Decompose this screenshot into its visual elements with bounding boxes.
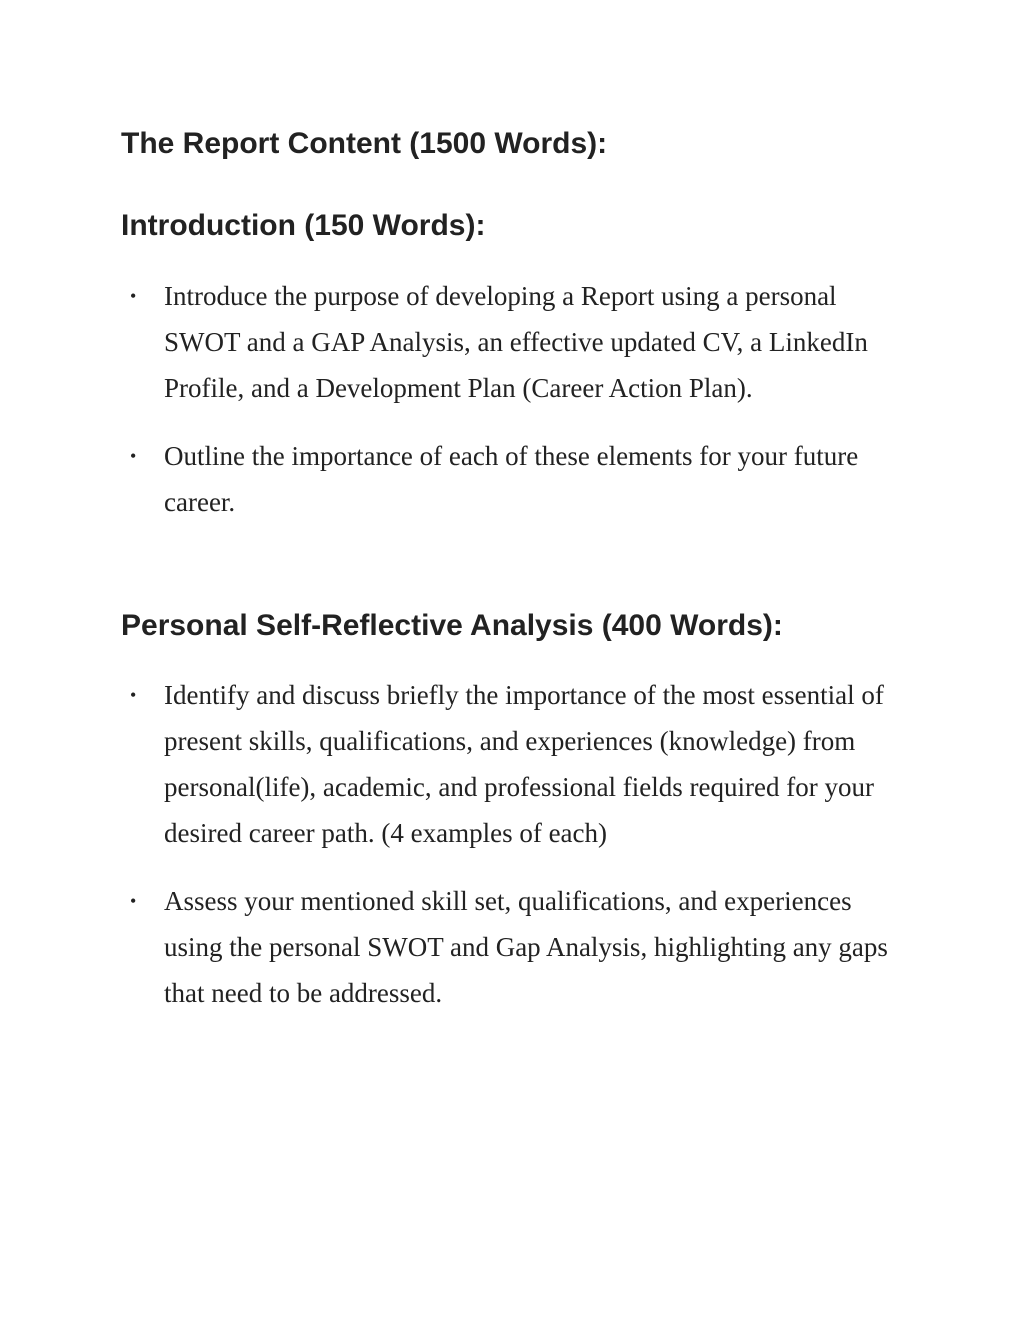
self-reflective-bullet-list bbox=[121, 672, 911, 1038]
bullet-text: Outline the importance of each of these elements for your future career. bbox=[164, 441, 859, 517]
list-item bbox=[121, 672, 911, 856]
introduction-bullet-list bbox=[121, 273, 911, 547]
list-item bbox=[121, 878, 911, 1016]
page-title: The Report Content (1500 Words): bbox=[121, 127, 608, 160]
bullet-text: Assess your mentioned skill set, qualifications, and experiences using the personal SWOT and Gap Analysis, highlighting any gaps that need to be addressed. bbox=[164, 886, 888, 1008]
bullet-text: Introduce the purpose of developing a Report using a personal SWOT and a GAP Analysis, an effective updated CV, a LinkedIn Profile, and a Development Plan (Career Action Plan). bbox=[164, 281, 868, 403]
bullet-icon: • bbox=[130, 891, 137, 911]
bullet-icon: • bbox=[130, 446, 137, 466]
bullet-icon: • bbox=[130, 286, 137, 306]
section-heading-self-reflective-analysis: Personal Self-Reflective Analysis (400 Words): bbox=[121, 609, 783, 642]
bullet-text: Identify and discuss briefly the importance of the most essential of present skills, qualifications, and experiences (knowledge) from personal(life), academic, and professional fields required for your desired career path. (4 examples of each) bbox=[164, 680, 884, 848]
section-heading-introduction: Introduction (150 Words): bbox=[121, 209, 486, 242]
bullet-icon: • bbox=[130, 685, 137, 705]
list-item bbox=[121, 273, 911, 411]
list-item bbox=[121, 433, 911, 525]
